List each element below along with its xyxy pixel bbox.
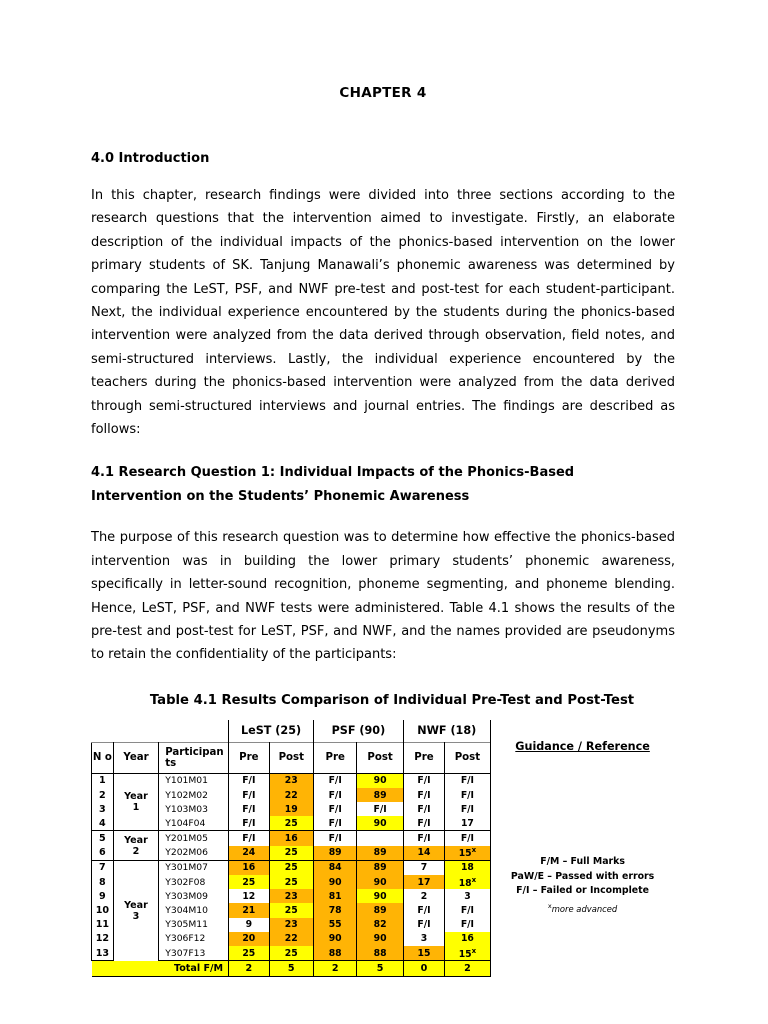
cell-nwf-pre: 17 (403, 875, 444, 889)
cell-psf-pre: 90 (314, 875, 357, 889)
results-table (91, 720, 675, 977)
cell-psf-pre: 84 (314, 860, 357, 875)
cell-nwf-post-value: 18 (458, 877, 472, 889)
cell-no: 5 (92, 831, 114, 846)
cell-nwf-post: F/I (445, 831, 490, 846)
cell-no: 6 (92, 846, 114, 861)
cell-no: 1 (92, 773, 114, 788)
year-label-line1: Year (124, 791, 148, 803)
cell-year-group-3 (113, 860, 158, 960)
cell-lest-post: 25 (269, 846, 313, 861)
cell-no: 10 (92, 903, 114, 917)
cell-psf-post: 89 (357, 788, 403, 802)
cell-participant: Y306F12 (159, 932, 229, 946)
cell-lest-post: 19 (269, 802, 313, 816)
year-label-line2: 3 (132, 910, 140, 922)
legend-passed-with-errors: PaW/E – Passed with errors (510, 870, 655, 882)
cell-nwf-post: 17 (445, 816, 490, 831)
cell-lest-post: 23 (269, 889, 313, 903)
cell-nwf-post: F/I (445, 918, 490, 932)
cell-lest-post: 16 (269, 831, 313, 846)
research-question-heading (91, 441, 675, 508)
cell-lest-pre: 9 (229, 918, 269, 932)
cell-lest-pre: 25 (229, 946, 269, 961)
rq-heading-line-2: Intervention on the Students’ Phonemic Awareness (91, 488, 470, 504)
cell-psf-post: 89 (357, 846, 403, 861)
legend-failed-incomplete: F/I – Failed or Incomplete (516, 885, 649, 897)
cell-nwf-pre: F/I (403, 802, 444, 816)
cell-participant: Y303M09 (159, 889, 229, 903)
cell-nwf-pre: 14 (403, 846, 444, 861)
cell-psf-post: 88 (357, 946, 403, 961)
cell-participant: Y305M11 (159, 918, 229, 932)
cell-participant: Y301M07 (159, 860, 229, 875)
year-label-line1: Year (124, 899, 148, 911)
cell-psf-post: F/I (357, 802, 403, 816)
year-label-line2: 1 (132, 802, 140, 814)
cell-nwf-post (445, 946, 490, 961)
cell-psf-post: 89 (357, 903, 403, 917)
cell-lest-pre: 20 (229, 932, 269, 946)
cell-psf-post: 90 (357, 932, 403, 946)
cell-nwf-pre: F/I (403, 816, 444, 831)
column-header-participants: Participan ts (159, 742, 229, 773)
cell-psf-pre: F/I (314, 816, 357, 831)
cell-lest-pre: F/I (229, 831, 269, 846)
legend-star-marker: x (547, 901, 552, 910)
cell-nwf-post-value: 15 (458, 948, 472, 960)
cell-lest-post: 22 (269, 932, 313, 946)
more-advanced-star-icon: x (471, 846, 477, 855)
cell-lest-post: 25 (269, 875, 313, 889)
cell-no: 7 (92, 860, 114, 875)
cell-psf-post: 90 (357, 773, 403, 788)
cell-psf-pre: F/I (314, 802, 357, 816)
cell-lest-post: 22 (269, 788, 313, 802)
cell-psf-post: 82 (357, 918, 403, 932)
cell-participant: Y103M03 (159, 802, 229, 816)
table-group-header-row (92, 720, 675, 743)
legend-more-advanced (498, 899, 668, 916)
cell-lest-pre: 16 (229, 860, 269, 875)
total-psf-pre: 2 (314, 961, 357, 977)
cell-psf-pre: 89 (314, 846, 357, 861)
group-header-spacer (159, 720, 229, 743)
cell-nwf-post (445, 875, 490, 889)
cell-nwf-post: F/I (445, 802, 490, 816)
cell-no: 8 (92, 875, 114, 889)
cell-lest-post: 25 (269, 903, 313, 917)
cell-nwf-pre: 7 (403, 860, 444, 875)
cell-lest-pre: F/I (229, 816, 269, 831)
cell-psf-pre: 55 (314, 918, 357, 932)
total-row-spacer (668, 961, 675, 977)
section-heading-4-0: 4.0 Introduction (91, 151, 210, 166)
cell-lest-pre: 24 (229, 846, 269, 861)
table-caption: Table 4.1 Results Comparison of Individual Pre-Test and Post-Test (149, 692, 635, 708)
cell-lest-pre: 12 (229, 889, 269, 903)
cell-no: 13 (92, 946, 114, 961)
group-header-psf: PSF (90) (314, 720, 404, 743)
group-header-nwf: NWF (18) (403, 720, 490, 743)
column-header-psf-pre: Pre (314, 742, 357, 773)
cell-lest-pre: 25 (229, 875, 269, 889)
cell-year-group-1 (113, 773, 158, 831)
cell-nwf-pre: 2 (403, 889, 444, 903)
cell-participant: Y104F04 (159, 816, 229, 831)
column-header-no: N o (92, 742, 114, 773)
cell-lest-post: 25 (269, 816, 313, 831)
group-header-spacer (92, 720, 114, 743)
cell-nwf-post-value: 15 (458, 848, 472, 860)
cell-no: 2 (92, 788, 114, 802)
cell-psf-pre: F/I (314, 773, 357, 788)
legend-block (498, 855, 668, 916)
cell-nwf-post: 3 (445, 889, 490, 903)
cell-nwf-post: F/I (445, 773, 490, 788)
guidance-legend-cell (490, 773, 667, 976)
research-question-paragraph: The purpose of this research question was to determine how effective the phonics-based intervention was in building the lower primary students’ phonemic awareness, specifically in letter-sound recognition, phoneme segmenting, and phoneme blending. Hence, LeST, PSF, and NWF tests were administered. Table 4.1 shows the results of the pre-test and post-test for LeST, PSF, and NWF, and the names provided are pseudonyms to retain the confidentiality of the participants: (91, 530, 675, 663)
legend-full-marks: F/M – Full Marks (540, 856, 625, 868)
cell-participant: Y202M06 (159, 846, 229, 861)
cell-psf-pre: 88 (314, 946, 357, 961)
column-header-psf-post: Post (357, 742, 403, 773)
cell-no: 3 (92, 802, 114, 816)
cell-nwf-pre: F/I (403, 918, 444, 932)
cell-participant: Y101M01 (159, 773, 229, 788)
cell-nwf-post: F/I (445, 788, 490, 802)
cell-lest-pre: 21 (229, 903, 269, 917)
cell-nwf-pre: F/I (403, 773, 444, 788)
results-table-wrapper (91, 720, 675, 977)
document-content (91, 0, 675, 977)
chapter-title: CHAPTER 4 (339, 85, 427, 101)
cell-psf-post: 90 (357, 816, 403, 831)
cell-psf-post: 90 (357, 889, 403, 903)
cell-lest-post: 23 (269, 918, 313, 932)
total-psf-post: 5 (357, 961, 403, 977)
total-lest-pre: 2 (229, 961, 269, 977)
year-label-line2: 2 (132, 845, 140, 857)
column-header-lest-post: Post (269, 742, 313, 773)
cell-lest-post: 25 (269, 946, 313, 961)
cell-nwf-pre: F/I (403, 903, 444, 917)
more-advanced-star-icon: x (471, 875, 477, 884)
year-label-line1: Year (124, 834, 148, 846)
cell-psf-pre: F/I (314, 831, 357, 846)
total-lest-post: 5 (269, 961, 313, 977)
cell-psf-pre: 90 (314, 932, 357, 946)
column-header-nwf-post: Post (445, 742, 490, 773)
cell-participant: Y307F13 (159, 946, 229, 961)
cell-participant: Y302F08 (159, 875, 229, 889)
cell-lest-pre: F/I (229, 773, 269, 788)
cell-psf-pre: 81 (314, 889, 357, 903)
column-header-year: Year (113, 742, 158, 773)
rq-heading-line-1: 4.1 Research Question 1: Individual Impacts of the Phonics-Based (91, 465, 575, 481)
column-header-nwf-pre: Pre (403, 742, 444, 773)
cell-participant: Y102M02 (159, 788, 229, 802)
cell-no: 4 (92, 816, 114, 831)
cell-psf-post: 89 (357, 860, 403, 875)
cell-lest-pre: F/I (229, 788, 269, 802)
cell-psf-post (357, 831, 403, 846)
cell-nwf-post (445, 846, 490, 861)
cell-lest-post: 23 (269, 773, 313, 788)
total-label: Total F/M (92, 961, 229, 977)
cell-nwf-post: 18 (445, 860, 490, 875)
cell-participant: Y304M10 (159, 903, 229, 917)
cell-psf-pre: F/I (314, 788, 357, 802)
cell-no: 11 (92, 918, 114, 932)
cell-lest-post: 25 (269, 860, 313, 875)
column-header-lest-pre: Pre (229, 742, 269, 773)
intro-paragraph: In this chapter, research findings were divided into three sections according to the research questions that the intervention aimed to investigate. Firstly, an elaborate description of the individual impacts of the phonics-based intervention on the lower primary students of SK. Tanjung Manawali’s phonemic awareness was determined by comparing the LeST, PSF, and NWF pre-test and post-test for each student-participant. Next, the individual experience encountered by the students during the phonics-based intervention were analyzed from the data derived through observation, field notes, and semi-structured interviews. Lastly, the individual experience encountered by the teachers during the phonics-based intervention were analyzed from the data derived through semi-structured interviews and journal entries. The findings are described as follows: (91, 188, 675, 438)
cell-nwf-pre: F/I (403, 788, 444, 802)
cell-nwf-pre: F/I (403, 831, 444, 846)
cell-nwf-pre: 3 (403, 932, 444, 946)
legend-more-advanced-text: more advanced (551, 903, 618, 914)
total-nwf-post: 2 (445, 961, 490, 977)
cell-no: 12 (92, 932, 114, 946)
more-advanced-star-icon: x (471, 946, 477, 955)
total-nwf-pre: 0 (403, 961, 444, 977)
cell-lest-pre: F/I (229, 802, 269, 816)
cell-nwf-post: F/I (445, 903, 490, 917)
cell-nwf-pre: 15 (403, 946, 444, 961)
cell-psf-post: 90 (357, 875, 403, 889)
table-row (92, 773, 675, 788)
legend-spacer (498, 833, 668, 855)
group-header-guidance: Guidance / Reference (490, 720, 667, 774)
cell-psf-pre: 78 (314, 903, 357, 917)
cell-year-group-2 (113, 831, 158, 860)
cell-participant: Y201M05 (159, 831, 229, 846)
cell-no: 9 (92, 889, 114, 903)
cell-nwf-post: 16 (445, 932, 490, 946)
group-header-spacer (113, 720, 158, 743)
group-header-lest: LeST (25) (229, 720, 314, 743)
